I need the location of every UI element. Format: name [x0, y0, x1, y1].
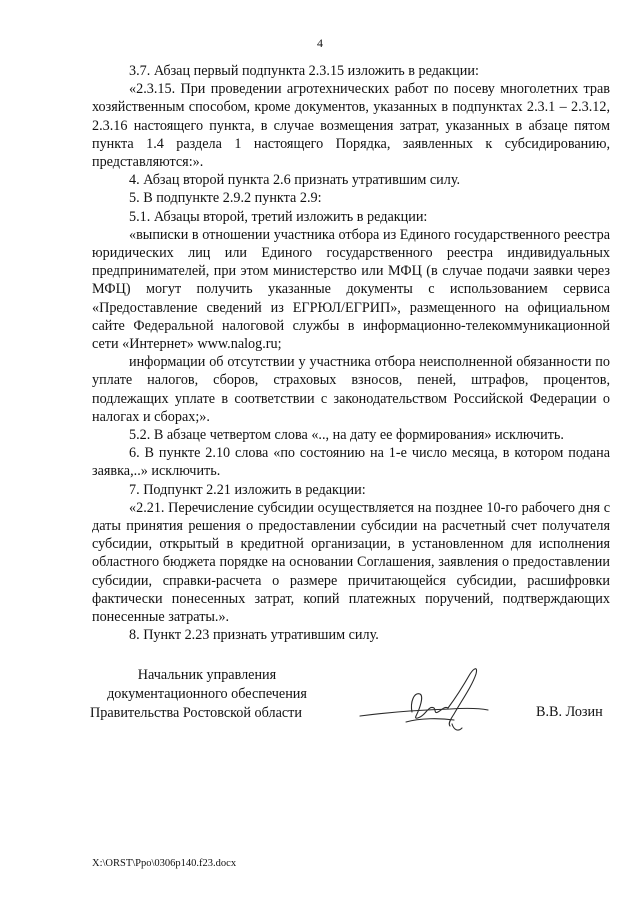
paragraph: «2.21. Перечисление субсидии осуществляется на позднее 10-го рабочего дня с даты принятия решения о предоставлении субсидии на расчетный счет получателя субсидии, открытый в кредитной организации, в установленном для исполнения областного бюджета порядке на основании Соглашения, заявления о предоставлении субсидии, справки-расчета о размере причитающейся субсидии, расшифровки фактически понесенных затрат, копий платежных поручений, подтверждающих понесенные затраты.». — [92, 499, 610, 626]
signatory-title-line: Начальник управления — [137, 667, 277, 683]
file-path-footer: X:\ORST\Ppo\0306p140.f23.docx — [92, 858, 237, 869]
signatory-title-line: Правительства Ростовской области — [90, 705, 302, 721]
paragraph: 5.1. Абзацы второй, третий изложить в редакции: — [129, 208, 428, 225]
paragraph: 5. В подпункте 2.9.2 пункта 2.9: — [129, 190, 322, 207]
handwritten-signature — [350, 660, 500, 740]
signatory-title-line: документационного обеспечения — [107, 686, 307, 702]
signatory-name: В.В. Лозин — [536, 704, 603, 720]
paragraph: 4. Абзац второй пункта 2.6 признать утратившим силу. — [129, 172, 461, 189]
paragraph: 6. В пункте 2.10 слова «по состоянию на 1-е число месяца, в котором подана заявка,..» исключить. — [92, 445, 610, 480]
paragraph: 7. Подпункт 2.21 изложить в редакции: — [129, 481, 366, 498]
paragraph: 8. Пункт 2.23 признать утратившим силу. — [129, 627, 379, 644]
paragraph: «2.3.15. При проведении агротехнических работ по посеву многолетних трав хозяйственным способом, кроме документов, указанных в подпунктах 2.3.1 – 2.3.12, 2.3.16 настоящего пункта, в случае возмещения затрат, указанных в абзаце пятом пункта 1.4 раздела 1 настоящего Порядка, заявленных к субсидированию, представляются:». — [92, 81, 610, 171]
signatory-title — [82, 666, 332, 723]
paragraph: информации об отсутствии у участника отбора неисполненной обязанности по уплате налогов, сборов, страховых взносов, пеней, штрафов, процентов, подлежащих уплате в соответствии с законодательством Российской Федерации о налогах и сборах;». — [92, 354, 610, 425]
document-body — [92, 62, 610, 645]
paragraph: 3.7. Абзац первый подпункта 2.3.15 изложить в редакции: — [129, 63, 479, 79]
paragraph: 5.2. В абзаце четвертом слова «.., на дату ее формирования» исключить. — [129, 427, 564, 444]
page-number: 4 — [317, 36, 323, 50]
paragraph: «выписки в отношении участника отбора из Единого государственного реестра юридических лиц или Единого государственного реестра индивидуальных предпринимателей, при этом министерство или МФЦ (в случае подачи заявки через МФЦ) могут получить указанные документы с использованием сервиса «Предоставление сведений из ЕГРЮЛ/ЕГРИП», размещенного на официальном сайте Федеральной налоговой службы в информационно-телекоммуникационной сети «Интернет» www.nalog.ru; — [92, 226, 610, 353]
